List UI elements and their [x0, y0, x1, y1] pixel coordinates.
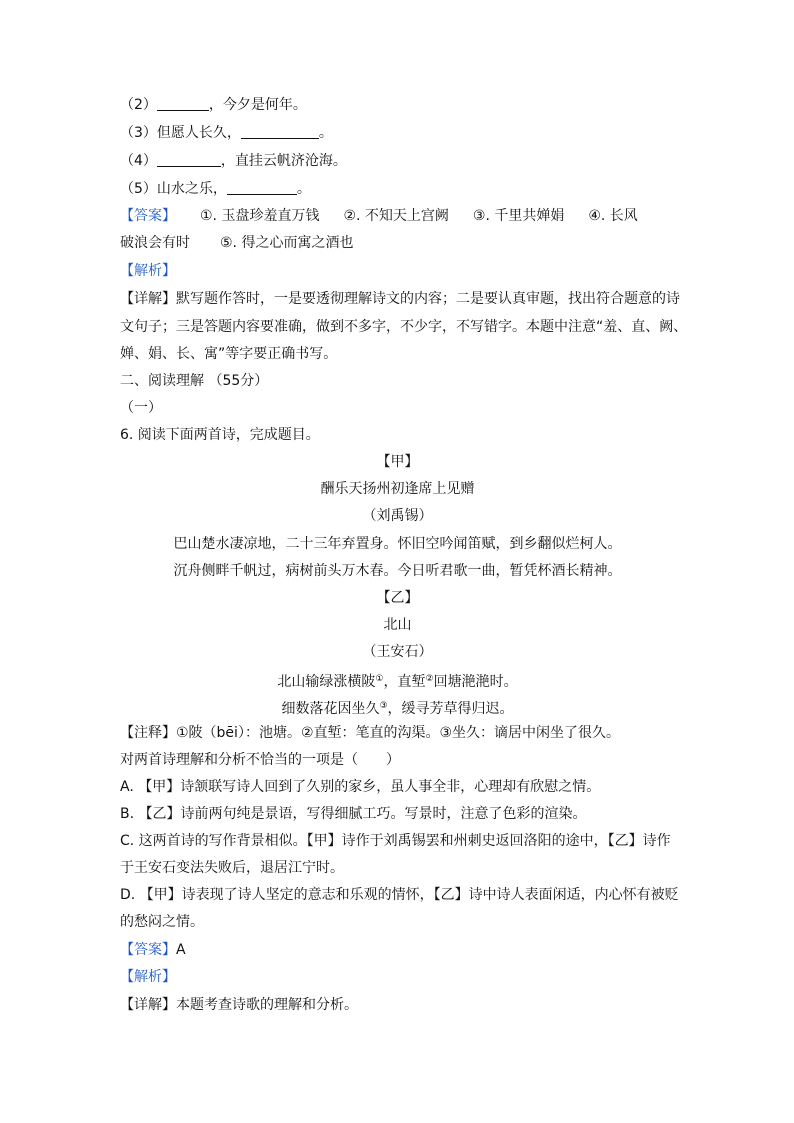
option-d-line-2: 的愁闷之情。 — [120, 914, 204, 930]
poem1-line-2: 沉舟侧畔千帆过，病树前头万木春。今日听君歌一曲，暂凭杯酒长精神。 — [173, 563, 622, 579]
answer-label: 【答案】 — [120, 208, 176, 224]
poem1-tag: 【甲】 — [376, 454, 419, 470]
analysis-line-1 — [120, 289, 680, 309]
answer-blank — [227, 180, 297, 195]
item-number: （3） — [120, 125, 157, 141]
option-d-line-1: D. 【甲】诗表现了诗人坚定的意志和乐观的情怀，【乙】诗中诗人表面闲适，内心怀有被贬 — [120, 887, 679, 903]
subsection-heading: （一） — [120, 400, 162, 416]
answer-blank — [157, 152, 221, 167]
detail-label: 【详解】 — [120, 997, 176, 1013]
item-number: （2） — [120, 97, 157, 113]
poem-notes: 【注释】①陂（bēi）：池塘。②直堑：笔直的沟渠。③坐久：谪居中闲坐了很久。 — [120, 725, 621, 741]
analysis2-label: 【解析】 — [120, 969, 176, 985]
poem1-author: （刘禹锡） — [362, 508, 433, 524]
answer-item: ③. 千里共婵娟 — [472, 208, 565, 224]
blank-text: 但愿人长久， — [156, 125, 241, 141]
detail-label: 【详解】 — [120, 291, 176, 307]
poem-text: ，直堑 — [383, 674, 426, 690]
option-c-line-2: 于王安石变法失败后，退居江宁时。 — [120, 860, 344, 876]
option-a: A. 【甲】诗颔联写诗人回到了久别的家乡，虽人事全非，心理却有欣慰之情。 — [120, 779, 601, 795]
poem2-title: 北山 — [383, 617, 412, 633]
poem1-title: 酬乐天扬州初逢席上见赠 — [320, 481, 475, 497]
poem-text: 北山输绿涨横陂 — [277, 674, 376, 690]
analysis-text: 本题考查诗歌的理解和分析。 — [176, 997, 358, 1013]
question-stem: 6. 阅读下面两首诗，完成题目。 — [120, 427, 320, 443]
blank-text: ，今夕是何年。 — [208, 97, 307, 113]
poem-text: 回塘滟滟时。 — [433, 674, 518, 690]
poem1-line-1: 巴山楚水凄凉地，二十三年弃置身。怀旧空吟闻笛赋，到乡翻似烂柯人。 — [173, 536, 622, 552]
footnote-mark: ① — [375, 674, 384, 684]
poem2-author: （王安石） — [362, 644, 433, 660]
option-b: B. 【乙】诗前两句纯是景语，写得细腻工巧。写景时，注意了色彩的渲染。 — [120, 806, 587, 822]
answer-item: ②. 不知天上宫阙 — [343, 208, 449, 224]
fill-blank-2 — [120, 95, 675, 115]
item-number: （4） — [120, 153, 157, 169]
fill-blank-3 — [120, 123, 675, 143]
answer-blank — [241, 124, 319, 139]
item-number: （5） — [120, 181, 157, 197]
blank-text: 。 — [318, 125, 333, 141]
poem2-line-1 — [120, 669, 675, 692]
answer-row-1 — [120, 206, 675, 226]
footnote-mark: ③ — [379, 701, 388, 711]
analysis-label: 【解析】 — [120, 263, 176, 279]
poem2-line-2 — [120, 696, 675, 719]
analysis-line-3: 婵、娟、长、寓”等字要正确书写。 — [120, 346, 338, 362]
section-title: 二、阅读理解 — [120, 373, 204, 389]
answer-item: ⑤. 得之心而寓之酒也 — [220, 235, 354, 251]
option-c-line-1: C. 这两首诗的写作背景相似。【甲】诗作于刘禹锡罢和州刺史返回洛阳的途中，【乙】诗作 — [120, 833, 671, 849]
blank-text: ，直挂云帆济沧海。 — [220, 153, 347, 169]
section-score: （55分） — [208, 373, 269, 389]
question-text: 对两首诗理解和分析不恰当的一项是（ ） — [120, 752, 400, 768]
fill-blank-5 — [120, 179, 675, 199]
answer-item: ④. 长风 — [588, 208, 638, 224]
poem2-tag: 【乙】 — [376, 590, 419, 606]
analysis2-detail — [120, 995, 675, 1015]
answer2-row — [120, 940, 675, 960]
analysis-line-2: 文句子；三是答题内容要准确，做到不多字，不少字，不写错字。本题中注意“羞、直、阙、 — [120, 319, 688, 335]
section-heading — [120, 371, 675, 391]
answer-value: A — [176, 942, 186, 958]
answer-item: 破浪会有时 — [120, 235, 190, 251]
poem-text: 细数落花因坐久 — [281, 701, 380, 717]
answer-row-2 — [120, 233, 675, 253]
answer-blank — [157, 96, 209, 111]
answer-item: ①. 玉盘珍羞直万钱 — [200, 208, 320, 224]
fill-blank-4 — [120, 151, 675, 171]
footnote-mark: ② — [425, 674, 434, 684]
blank-text: 。 — [296, 181, 311, 197]
answer-label: 【答案】 — [120, 942, 176, 958]
analysis-text: 默写题作答时，一是要透彻理解诗文的内容；二是要认真审题，找出符合题意的诗 — [176, 291, 680, 307]
blank-text: 山水之乐， — [156, 181, 227, 197]
poem-text: ，缓寻芳草得归迟。 — [387, 701, 514, 717]
